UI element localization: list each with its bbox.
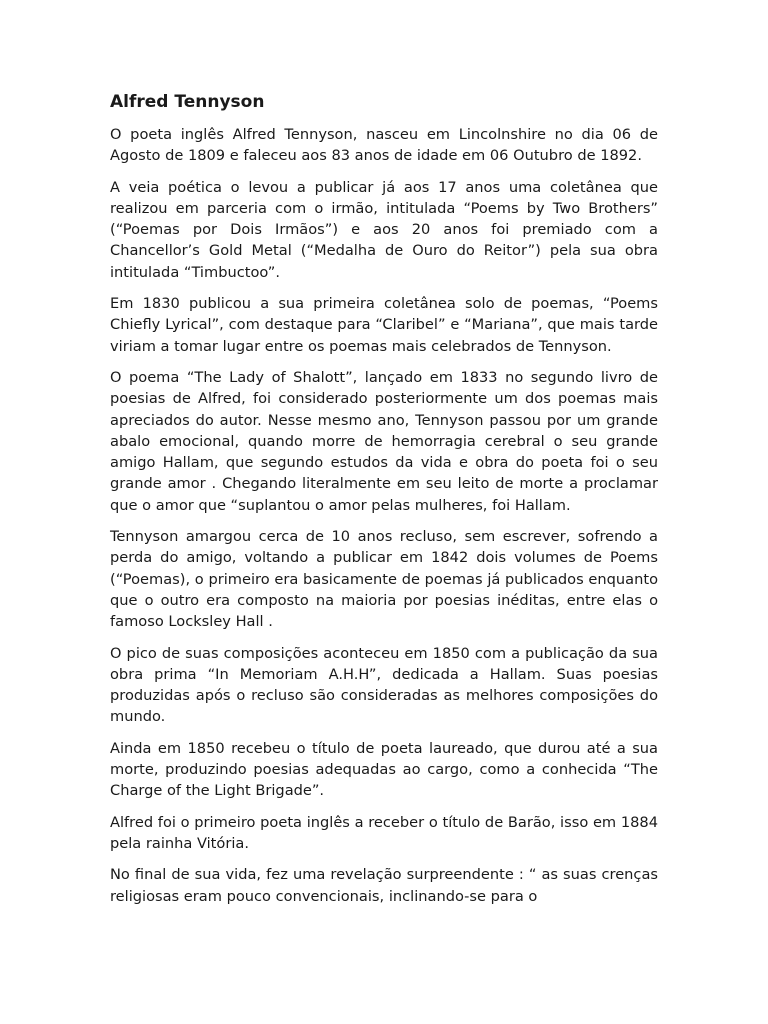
paragraph-final-years: No final de sua vida, fez uma revelação surpreendente : “ as suas crenças religiosas eram pouco convencionais, inclinando-se para o [110,866,658,905]
paragraph-early-works: A veia poética o levou a publicar já aos 17 anos uma coletânea que realizou em parceria com o irmão, intitulada “Poems by Two Brothers” (“Poemas por Dois Irmãos”) e aos 20 anos foi premiado com a Chancellor’s Gold Metal (“Medalha de Ouro do Reitor”) pela sua obra intitulada “Timbuctoo”. [110,178,658,281]
paragraph-baron-title: Alfred foi o primeiro poeta inglês a receber o título de Barão, isso em 1884 pela rainha Vitória. [110,813,658,852]
document-page [110,90,658,907]
paragraph-reclusion: Tennyson amargou cerca de 10 anos recluso, sem escrever, sofrendo a perda do amigo, voltando a publicar em 1842 dois volumes de Poems (“Poemas), o primeiro era basicamente de poemas já publicados enquanto que o outro era composto na maioria por poesias inéditas, entre elas o famoso Locksley Hall . [110,528,658,631]
paragraph-first-collection: Em 1830 publicou a sua primeira coletânea solo de poemas, “Poems Chiefly Lyrical”, com destaque para “Claribel” e “Mariana”, que mais tarde viriam a tomar lugar entre os poemas mais celebrados de Tennyson. [110,295,658,355]
paragraph-poet-laureate: Ainda em 1850 recebeu o título de poeta laureado, que durou até a sua morte, produzindo poesias adequadas ao cargo, como a conhecida “The Charge of the Light Brigade”. [110,739,658,800]
paragraph-in-memoriam: O pico de suas composições aconteceu em 1850 com a publicação da sua obra prima “In Memoriam A.H.H”, dedicada a Hallam. Suas poesias produzidas após o recluso são consideradas as melhores composições do mundo. [110,644,658,726]
document-title: Alfred Tennyson [110,92,265,112]
paragraph-lady-of-shalott: O poema “The Lady of Shalott”, lançado em 1833 no segundo livro de poesias de Alfred, foi considerado posteriormente um dos poemas mais apreciados do autor. Nesse mesmo ano, Tennyson passou por um grande abalo emocional, quando morre de hemorragia cerebral o seu grande amigo Hallam, que segundo estudos da vida e obra do poeta foi o seu grande amor . Chegando literalmente em seu leito de morte a proclamar que o amor que “suplantou o amor pelas mulheres, foi Hallam. [110,368,658,514]
paragraph-birth-death: O poeta inglês Alfred Tennyson, nasceu em Lincolnshire no dia 06 de Agosto de 1809 e faleceu aos 83 anos de idade em 06 Outubro de 1892. [110,126,658,165]
